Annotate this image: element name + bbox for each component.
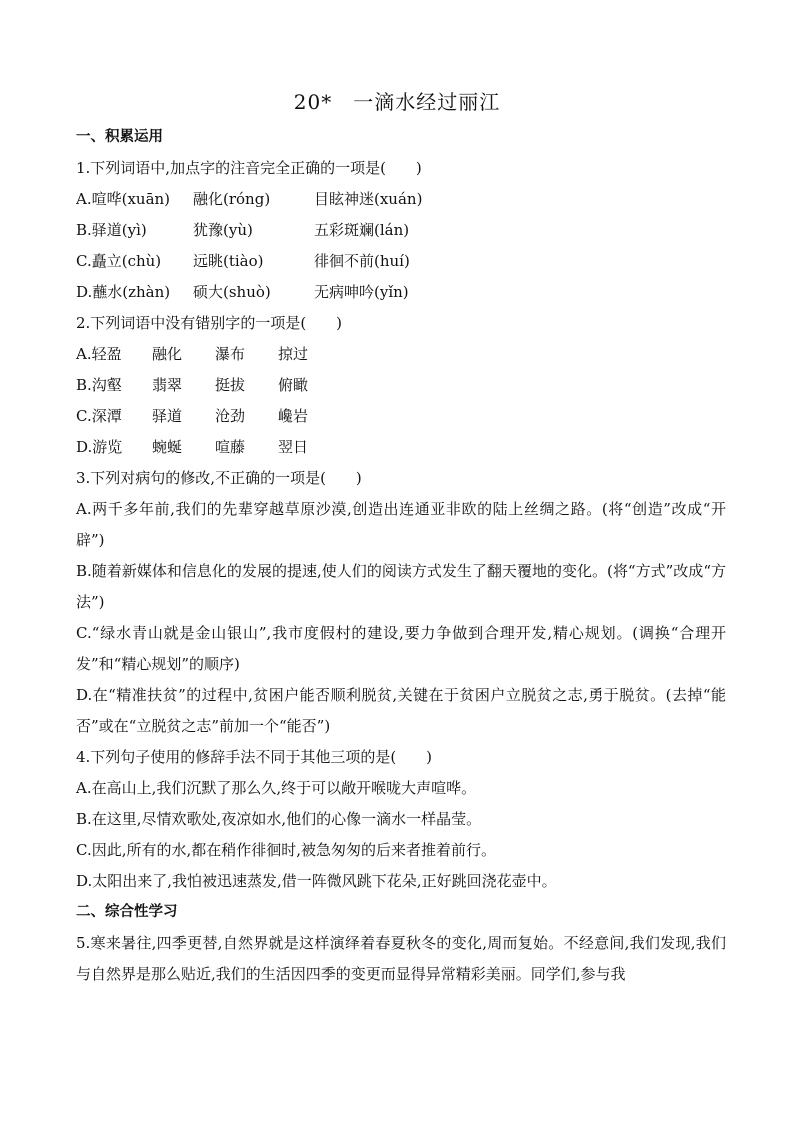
question-5-text: 5.寒来暑往,四季更替,自然界就是这样演绎着春夏秋冬的变化,周而复始。不经意间,我们发现,我们与自然界是那么贴近,我们的生活因四季的变更而显得异常精彩美丽。同学们,参与我 bbox=[76, 934, 726, 983]
question-1-option-c bbox=[76, 246, 726, 277]
option-word-2: 翡翠 bbox=[152, 376, 183, 394]
option-word-1: 喧哗(xuān) bbox=[91, 190, 171, 208]
option-word-3: 目眩神迷(xuán) bbox=[314, 190, 423, 208]
section-heading-2: 二、综合性学习 bbox=[76, 904, 178, 920]
option-word-3: 瀑布 bbox=[215, 345, 246, 363]
option-word-3: 沧劲 bbox=[215, 407, 246, 425]
option-word-4: 俯瞰 bbox=[278, 376, 309, 394]
option-word-4: 巉岩 bbox=[278, 407, 309, 425]
option-word-4: 掠过 bbox=[278, 345, 309, 363]
option-word-3: 挺拔 bbox=[215, 376, 246, 394]
question-2-option-b bbox=[76, 370, 726, 401]
question-1-option-b bbox=[76, 215, 726, 246]
option-label: D. bbox=[76, 438, 93, 456]
option-word-1: 轻盈 bbox=[91, 345, 122, 363]
question-2-option-d bbox=[76, 432, 726, 463]
option-label: D. bbox=[76, 283, 93, 301]
question-3-option-b: B.随着新媒体和信息化的发展的提速,使人们的阅读方式发生了翻天覆地的变化。(将“方式”改成“方法”) bbox=[76, 562, 726, 611]
question-4-stem: 4.下列句子使用的修辞手法不同于其他三项的是( ) bbox=[76, 748, 433, 766]
option-word-4: 翌日 bbox=[278, 438, 309, 456]
option-word-1: 游览 bbox=[92, 438, 123, 456]
option-word-2: 驿道 bbox=[152, 407, 183, 425]
option-label: C. bbox=[76, 252, 92, 270]
option-word-2: 远眺(tiào) bbox=[193, 252, 264, 270]
question-2-option-c bbox=[76, 401, 726, 432]
option-word-3: 徘徊不前(huí) bbox=[314, 252, 410, 270]
option-word-3: 喧藤 bbox=[215, 438, 246, 456]
option-label: A. bbox=[76, 345, 92, 363]
question-2-option-a bbox=[76, 339, 726, 370]
option-word-1: 深潭 bbox=[91, 407, 122, 425]
question-4-option-b: B.在这里,尽情欢歌处,夜凉如水,他们的心像一滴水一样晶莹。 bbox=[76, 810, 482, 828]
question-4-option-c: C.因此,所有的水,都在稍作徘徊时,被急匆匆的后来者推着前行。 bbox=[76, 841, 497, 859]
question-3-option-d: D.在“精准扶贫”的过程中,贫困户能否顺利脱贫,关键在于贫困户立脱贫之志,勇于脱贫。(去掉“能否”或在“立脱贫之志”前加一个“能否”) bbox=[76, 686, 726, 735]
option-word-3: 无病呻吟(yǐn) bbox=[314, 283, 409, 301]
question-4-option-a: A.在高山上,我们沉默了那么久,终于可以敞开喉咙大声喧哗。 bbox=[76, 779, 477, 797]
question-4-option-d: D.太阳出来了,我怕被迅速蒸发,借一阵微风跳下花朵,正好跳回浇花壶中。 bbox=[76, 872, 557, 890]
section-heading-1: 一、积累运用 bbox=[76, 129, 163, 145]
option-word-2: 融化 bbox=[152, 345, 183, 363]
option-word-1: 矗立(chù) bbox=[91, 252, 162, 270]
question-1-option-a bbox=[76, 184, 726, 215]
option-word-1: 驿道(yì) bbox=[91, 221, 147, 239]
option-word-2: 融化(róng) bbox=[193, 190, 271, 208]
option-word-1: 沟壑 bbox=[91, 376, 122, 394]
option-word-2: 犹豫(yù) bbox=[193, 221, 253, 239]
question-3-option-a: A.两千多年前,我们的先辈穿越草原沙漠,创造出连通亚非欧的陆上丝绸之路。(将“创造”改成“开辟”) bbox=[76, 500, 726, 549]
option-label: B. bbox=[76, 376, 92, 394]
question-1-option-d bbox=[76, 277, 726, 308]
question-3-option-c: C.“绿水青山就是金山银山”,我市度假村的建设,要力争做到合理开发,精心规划。(调换“合理开发”和“精心规划”的顺序) bbox=[76, 624, 726, 673]
option-label: A. bbox=[76, 190, 92, 208]
option-label: C. bbox=[76, 407, 92, 425]
option-word-3: 五彩斑斓(lán) bbox=[314, 221, 410, 239]
option-label: B. bbox=[76, 221, 92, 239]
question-1-stem: 1.下列词语中,加点字的注音完全正确的一项是( ) bbox=[76, 159, 422, 177]
document-body bbox=[76, 122, 726, 990]
option-word-2: 硕大(shuò) bbox=[193, 283, 271, 301]
question-3-stem: 3.下列对病句的修改,不正确的一项是( ) bbox=[76, 469, 362, 487]
option-word-1: 蘸水(zhàn) bbox=[92, 283, 171, 301]
question-2-stem: 2.下列词语中没有错别字的一项是( ) bbox=[76, 314, 343, 332]
option-word-2: 蜿蜒 bbox=[152, 438, 183, 456]
page-title: 20* 一滴水经过丽江 bbox=[293, 90, 501, 114]
